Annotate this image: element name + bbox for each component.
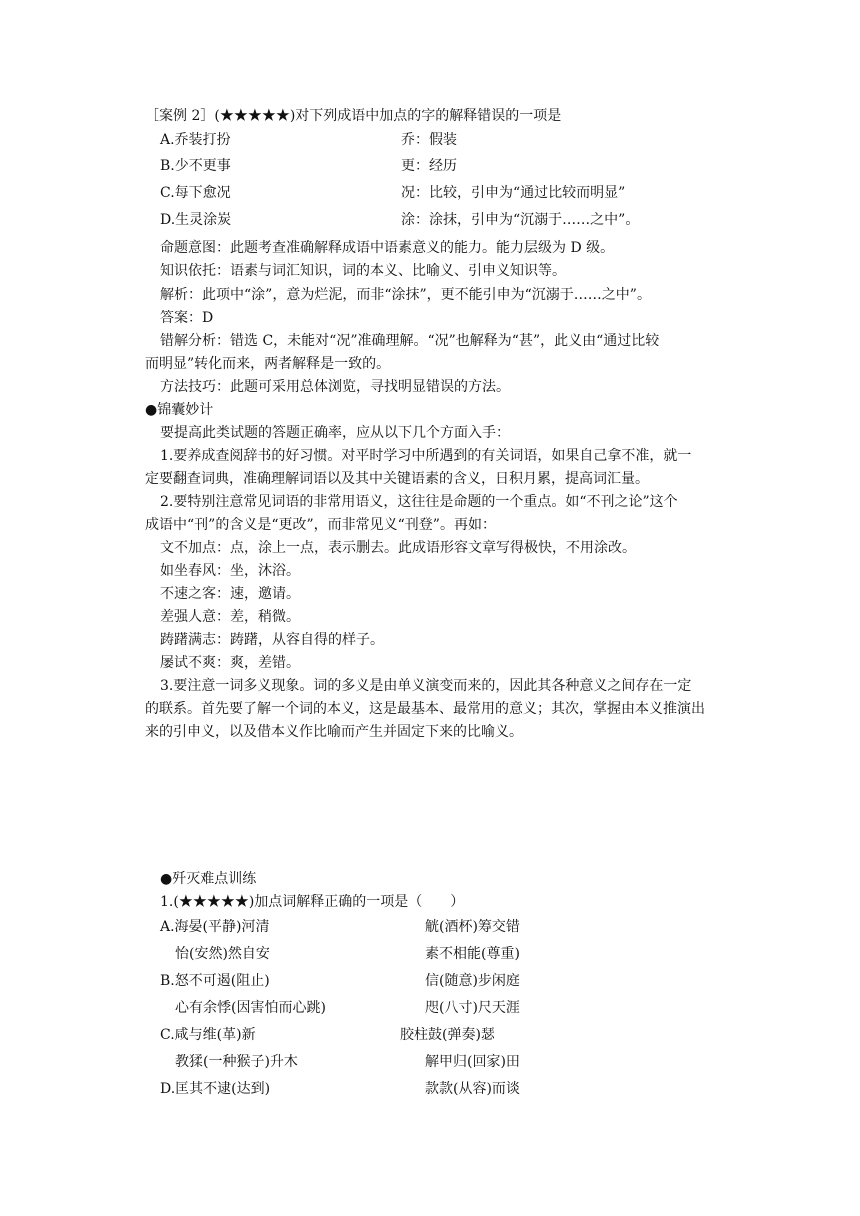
tip-2-line-1: 2.要特别注意常见词语的非常用语义，这往往是命题的一个重点。如“不刊之论”这个 <box>160 494 678 510</box>
option-d: D.生灵涂炭 <box>160 212 232 228</box>
option-d-explanation: 涂：涂抹，引申为“沉溺于……之中”。 <box>401 212 640 228</box>
tips-intro: 要提高此类试题的答题正确率，应从以下几个方面入手： <box>160 425 510 441</box>
option-c: C.每下愈况 <box>160 185 231 201</box>
choice-left: A.海晏(平静)河清 <box>160 919 270 935</box>
answer-text: 答案：D <box>160 310 214 326</box>
choice-left: 怡(安然)然自安 <box>175 946 270 962</box>
choice-left: 教猱(一种猴子)升木 <box>175 1054 298 1070</box>
choice-right: 素不相能(尊重) <box>425 946 520 962</box>
tip-3-line-2: 的联系。首先要了解一个词的本义，这是最基本、最常用的意义；其次，掌握由本义推演出 <box>145 701 705 717</box>
tip-1-line-1: 1.要养成查阅辞书的好习惯。对平时学习中所遇到的有关词语，如果自己拿不准，就一 <box>160 448 692 464</box>
tip-2-line-2: 成语中“刊”的含义是“更改”，而非常见义“刊登”。再如： <box>145 517 496 533</box>
example-item: 如坐春风：坐，沐浴。 <box>160 563 300 579</box>
example-item: 踌躇满志：踌躇，从容自得的样子。 <box>160 632 384 648</box>
tips-heading: ●锦囊妙计 <box>145 402 214 418</box>
choice-left: D.匡其不逮(达到) <box>160 1081 271 1097</box>
option-b: B.少不更事 <box>160 158 231 174</box>
example-item: 文不加点：点，涂上一点，表示删去。此成语形容文章写得极快，不用涂改。 <box>160 540 636 556</box>
tip-3-line-1: 3.要注意一词多义现象。词的多义是由单义演变而来的，因此其各种意义之间存在一定 <box>160 678 692 694</box>
option-a-explanation: 乔：假装 <box>401 132 457 148</box>
analysis-text: 解析：此项中“涂”，意为烂泥，而非“涂抹”，更不能引申为“沉溺于……之中”。 <box>160 287 651 303</box>
option-a: A.乔装打扮 <box>160 132 231 148</box>
choice-right: 款款(从容)而谈 <box>425 1081 520 1097</box>
choice-right: 觥(酒杯)筹交错 <box>425 919 520 935</box>
choice-left: C.咸与维(革)新 <box>160 1027 256 1043</box>
choice-right: 信(随意)步闲庭 <box>425 973 520 989</box>
intent-text: 命题意图：此题考查准确解释成语中语素意义的能力。能力层级为 D 级。 <box>160 240 615 256</box>
tip-3-line-3: 来的引申义，以及借本义作比喻而产生并固定下来的比喻义。 <box>145 724 523 740</box>
choice-left: 心有余悸(因害怕而心跳) <box>175 1000 326 1016</box>
choice-right: 咫(八寸)尺天涯 <box>425 1000 520 1016</box>
question-1: 1.(★★★★★)加点词解释正确的一项是（ ） <box>160 894 465 910</box>
example-item: 不速之客：速，邀请。 <box>160 586 300 602</box>
choice-left: B.怒不可遏(阻止) <box>160 973 270 989</box>
example-item: 屡试不爽：爽，差错。 <box>160 655 300 671</box>
option-c-explanation: 况：比较，引申为“通过比较而明显” <box>401 185 626 201</box>
case-heading: ［案例 2］(★★★★★)对下列成语中加点的字的解释错误的一项是 <box>145 108 562 124</box>
tip-1-line-2: 定要翻查词典，准确理解词语以及其中关键语素的含义，日积月累，提高词汇量。 <box>145 471 649 487</box>
option-b-explanation: 更：经历 <box>401 158 457 174</box>
method-text: 方法技巧：此题可采用总体浏览，寻找明显错误的方法。 <box>160 379 510 395</box>
knowledge-text: 知识依托：语素与词汇知识，词的本义、比喻义、引申义知识等。 <box>160 263 566 279</box>
example-item: 差强人意：差，稍微。 <box>160 609 300 625</box>
choice-right: 解甲归(回家)田 <box>425 1054 520 1070</box>
error-analysis-line-1: 错解分析：错选 C，未能对“况”准确理解。“况”也解释为“甚”，此义由“通过比较 <box>160 333 660 349</box>
choice-right: 胶柱鼓(弹奏)瑟 <box>400 1027 495 1043</box>
training-heading: ●歼灭难点训练 <box>160 871 257 887</box>
error-analysis-line-2: 而明显”转化而来，两者解释是一致的。 <box>145 356 391 372</box>
